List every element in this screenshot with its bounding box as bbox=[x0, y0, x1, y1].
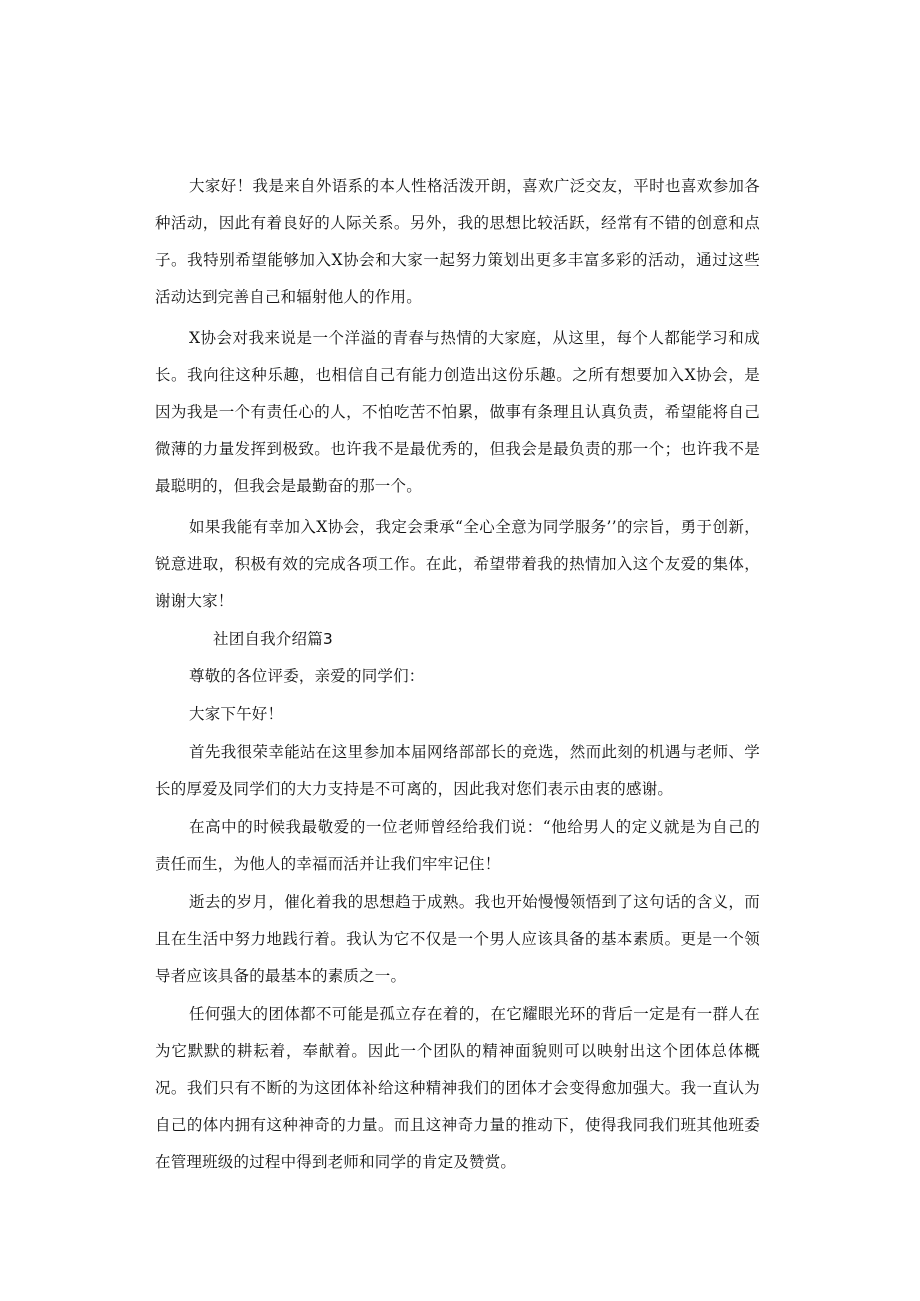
paragraph: 大家好！我是来自外语系的本人性格活泼开朗，喜欢广泛交友，平时也喜欢参加各种活动，因此有着良好的人际关系。另外，我的思想比较活跃，经常有不错的创意和点子。我特别希望能够加入X协会和大家一起努力策划出更多丰富多彩的活动，通过这些活动达到完善自己和辐射他人的作用。 bbox=[155, 177, 760, 306]
document-body bbox=[155, 168, 760, 1182]
paragraph: 在高中的时候我最敬爱的一位老师曾经给我们说：“他给男人的定义就是为自己的责任而生，为他人的幸福而活并让我们牢牢记住！ bbox=[155, 818, 760, 873]
paragraph-salutation: 尊敬的各位评委，亲爱的同学们： bbox=[189, 667, 425, 685]
paragraph: X协会对我来说是一个洋溢的青春与热情的大家庭，从这里，每个人都能学习和成长。我向往这种乐趣，也相信自己有能力创造出这份乐趣。之所有想要加入X协会，是因为我是一个有责任心的人，不怕吃苦不怕累，做事有条理且认真负责，希望能将自己微薄的力量发挥到极致。也许我不是最优秀的，但我会是最负责的那一个；也许我不是最聪明的，但我会是最勤奋的那一个。 bbox=[155, 329, 760, 495]
paragraph: 首先我很荣幸能站在这里参加本届网络部部长的竞选，然而此刻的机遇与老师、学长的厚爱及同学们的大力支持是不可离的，因此我对您们表示由衷的感谢。 bbox=[155, 743, 760, 798]
section-heading: 社团自我介绍篇3 bbox=[213, 630, 333, 648]
paragraph: 任何强大的团体都不可能是孤立存在着的，在它耀眼光环的背后一定是有一群人在为它默默的耕耘着，奉献着。因此一个团队的精神面貌则可以映射出这个团体总体概况。我们只有不断的为这团体补给这种精神我们的团体才会变得愈加强大。我一直认为自己的体内拥有这种神奇的力量。而且这神奇力量的推动下，使得我同我们班其他班委在管理班级的过程中得到老师和同学的肯定及赞赏。 bbox=[155, 1005, 760, 1171]
paragraph-greeting: 大家下午好！ bbox=[189, 705, 284, 723]
paragraph: 逝去的岁月，催化着我的思想趋于成熟。我也开始慢慢领悟到了这句话的含义，而且在生活中努力地践行着。我认为它不仅是一个男人应该具备的基本素质。更是一个领导者应该具备的最基本的素质之一。 bbox=[155, 893, 760, 985]
paragraph: 如果我能有幸加入X协会，我定会秉承“全心全意为同学服务’’的宗旨，勇于创新，锐意进取，积极有效的完成各项工作。在此，希望带着我的热情加入这个友爱的集体，谢谢大家！ bbox=[155, 518, 760, 610]
